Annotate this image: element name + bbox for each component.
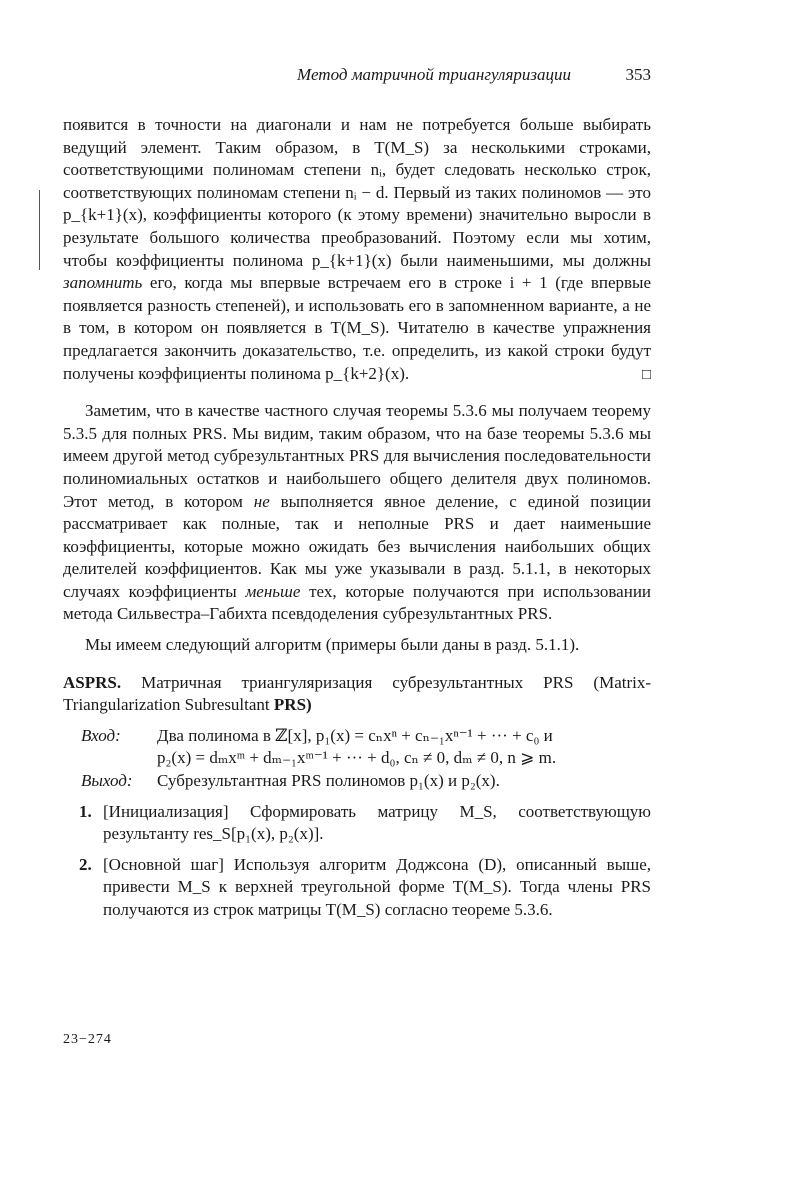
paragraph-2 [63, 400, 651, 626]
step-number: 1. [79, 801, 92, 821]
input-line-2: p₂(x) = dₘxᵐ + dₘ₋₁xᵐ⁻¹ + ··· + d₀, cₙ ≠ 0, dₘ ≠ 0, n ⩾ m. [157, 748, 557, 768]
algorithm-input [81, 725, 651, 770]
step-item [63, 801, 651, 846]
paragraph-2-text-a: Заметим, что в качестве частного случая теоремы 5.3.6 мы получаем теорему 5.3.5 для полных PRS. Мы видим, таким образом, что на базе теоремы 5.3.6 мы имеем другой метод субрезультантных PRS для вычисления последовательности полиномиальных остатков и наибольшего общего делителя двух полиномов. Этот метод, в котором [63, 401, 651, 511]
running-header [63, 64, 651, 94]
paragraph-1-tail: его, когда мы впервые встречаем его в строке i + 1 (где впервые появляется разность степеней), и использовать его в запомненном варианте, а не в том, в котором он появляется в T(M_S). Читателю в качестве упражнения предлагается закончить доказательство, т.е. определить, из какой строки будут получены коэффициенты полинома p_{k+2}(x). [63, 273, 651, 383]
step-text: [Основной шаг] Используя алгоритм Доджсона (D), описанный выше, привести M_S к верхней треугольной форме T(M_S). Тогда члены PRS получаются из строк матрицы T(M_S) согласно теореме 5.3.6. [103, 854, 651, 919]
page [63, 64, 651, 930]
paragraph-2-emphasis-1: не [253, 491, 270, 511]
algorithm-title-en-bold: PRS) [273, 695, 312, 715]
paragraph-2-emphasis-2: меньше [245, 581, 301, 601]
output-text: Субрезультантная PRS полиномов p₁(x) и p₂(x). [157, 771, 500, 791]
step-item [63, 854, 651, 922]
paragraph-1 [63, 114, 651, 385]
algorithm-output [81, 770, 651, 793]
paragraph-2-text-c: тех, которые получаются при использовании метода Сильвестра–Габихта псевдоделения субрезультантных PRS. [63, 581, 652, 624]
paragraph-3: Мы имеем следующий алгоритм (примеры были даны в разд. 5.1.1). [85, 635, 580, 655]
paragraph-1-emphasis: запомнить [63, 273, 143, 293]
input-label: Вход: [81, 725, 121, 745]
input-line-1: Два полинома в ℤ[x], p₁(x) = cₙxⁿ + cₙ₋₁xⁿ⁻¹ + ··· + c₀ и [157, 725, 553, 745]
printer-signature: 23−274 [63, 1032, 112, 1047]
algorithm-name: ASPRS. [63, 672, 122, 692]
algorithm-heading [63, 672, 651, 717]
output-label: Выход: [81, 771, 133, 791]
algorithm-title-en: (Matrix-Triangularization Subresultant [63, 672, 652, 715]
algorithm-steps [63, 801, 651, 922]
paragraph-2-text-b: выполняется явное деление, с единой позиции рассматривает как полные, так и неполные PRS и дает наименьшие коэффициенты, которые можно ожидать без вычисления наибольших общих делителей коэффициентов. Как мы уже указывали в разд. 5.1.1, в некоторых случаях коэффициенты [63, 491, 651, 601]
paragraph-1-text: появится в точности на диагонали и нам не потребуется больше выбирать ведущий элемент. Таким образом, в T(M_S) за несколькими строками, соответствующими полиномам степени nᵢ, будет следовать несколько строк, соответствующих полиномам степени nᵢ − d. Первый из таких полиномов — это p_{k+1}(x), коэффициенты которого (к этому времени) значительно выросли в результате большого количества преобразований. Поэтому если мы хотим, чтобы коэффициенты полинома p_{k+1}(x) были наименьшими, мы должны [63, 115, 651, 270]
qed-symbol: □ [641, 366, 651, 383]
step-text: [Инициализация] Сформировать матрицу M_S, соответствующую результанту res_S[p₁(x), p₂(x)]. [103, 801, 651, 844]
algorithm-title: Матричная триангуляризация субрезультантных PRS [141, 672, 574, 692]
margin-mark [39, 190, 40, 270]
page-number: 353 [625, 65, 651, 84]
step-number: 2. [79, 854, 92, 874]
running-title: Метод матричной триангуляризации [297, 65, 571, 84]
